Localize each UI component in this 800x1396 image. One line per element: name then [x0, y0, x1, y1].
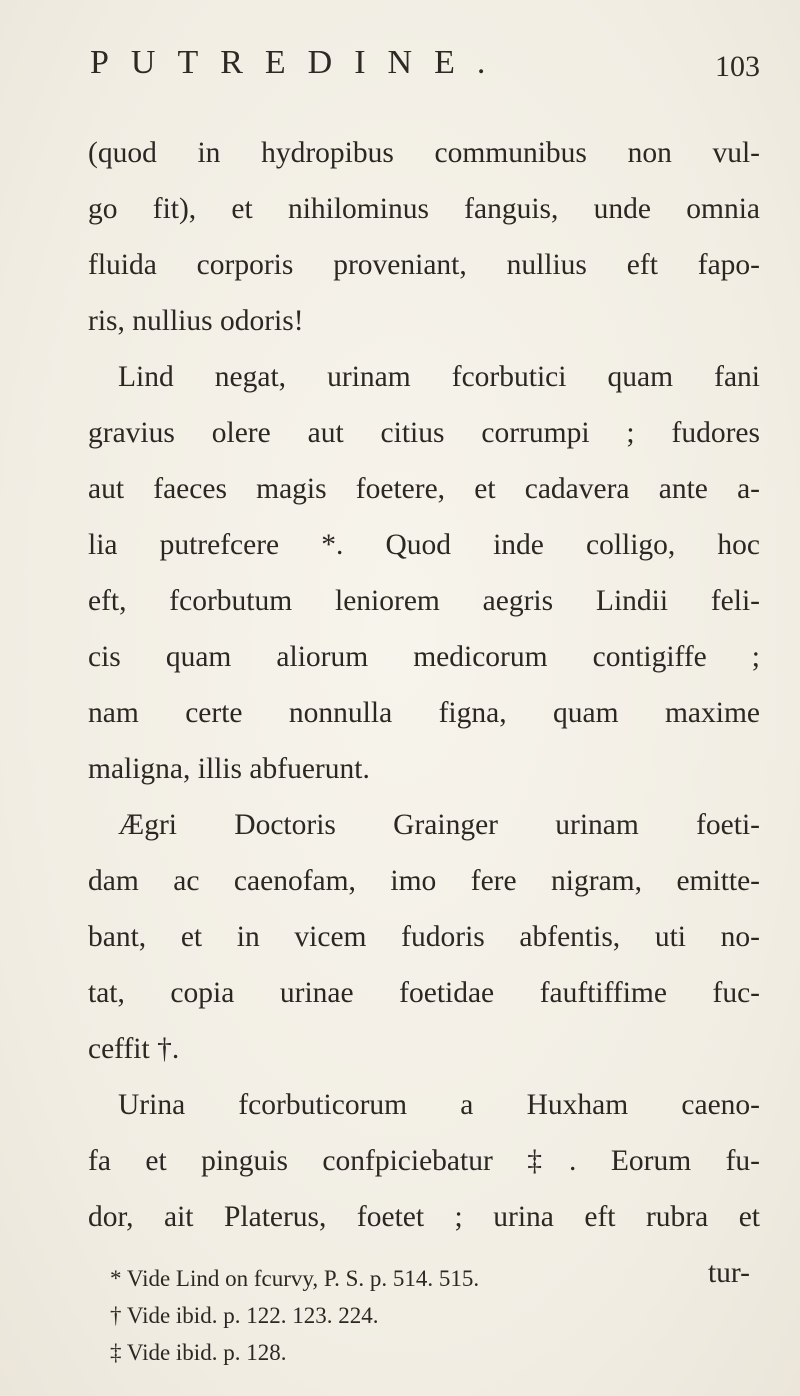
catchword: tur- — [707, 1257, 750, 1289]
text-line: fa et pinguis confpiciebatur ‡. Eorum fu- — [88, 1145, 760, 1177]
text-line: dam ac caenofam, imo fere nigram, emitte- — [88, 865, 760, 897]
running-title: PUTREDINE. — [90, 44, 508, 81]
text-line: lia putrefcere *. Quod inde colligo, hoc — [88, 529, 760, 561]
text-line: eft, fcorbutum leniorem aegris Lindii feli- — [88, 585, 760, 617]
page-number: 103 — [715, 50, 760, 83]
text-line: dor, ait Platerus, foetet ; urina eft rubra et — [88, 1201, 760, 1233]
footnote: * Vide Lind on fcurvy, P. S. p. 514. 515. — [110, 1266, 480, 1291]
text-line: (quod in hydropibus communibus non vul- — [88, 137, 760, 169]
text-line: cis quam aliorum medicorum contigiffe ; — [88, 641, 760, 673]
footnotes — [110, 1260, 710, 1371]
text-line: fluida corporis proveniant, nullius eft fapo- — [88, 249, 760, 281]
footnote: ‡ Vide ibid. p. 128. — [110, 1340, 287, 1365]
text-line: ceffit †. — [88, 1033, 180, 1065]
text-line: Ægri Doctoris Grainger urinam foeti- — [118, 809, 760, 841]
text-line: nam certe nonnulla figna, quam maxime — [88, 697, 760, 729]
text-line: ris, nullius odoris! — [88, 305, 304, 337]
text-line: go fit), et nihilominus fanguis, unde omnia — [88, 193, 760, 225]
body-text — [88, 125, 760, 1301]
text-line: bant, et in vicem fudoris abfentis, uti no- — [88, 921, 760, 953]
text-line: Lind negat, urinam fcorbutici quam fani — [118, 361, 760, 393]
text-line: gravius olere aut citius corrumpi ; fudores — [88, 417, 760, 449]
running-head — [60, 44, 760, 94]
text-line: tat, copia urinae foetidae fauftiffime fuc- — [88, 977, 760, 1009]
footnote: † Vide ibid. p. 122. 123. 224. — [110, 1303, 379, 1328]
text-line: maligna, illis abfuerunt. — [88, 753, 370, 785]
text-line: Urina fcorbuticorum a Huxham caeno- — [118, 1089, 760, 1121]
text-line: aut faeces magis foetere, et cadavera ante a- — [88, 473, 760, 505]
